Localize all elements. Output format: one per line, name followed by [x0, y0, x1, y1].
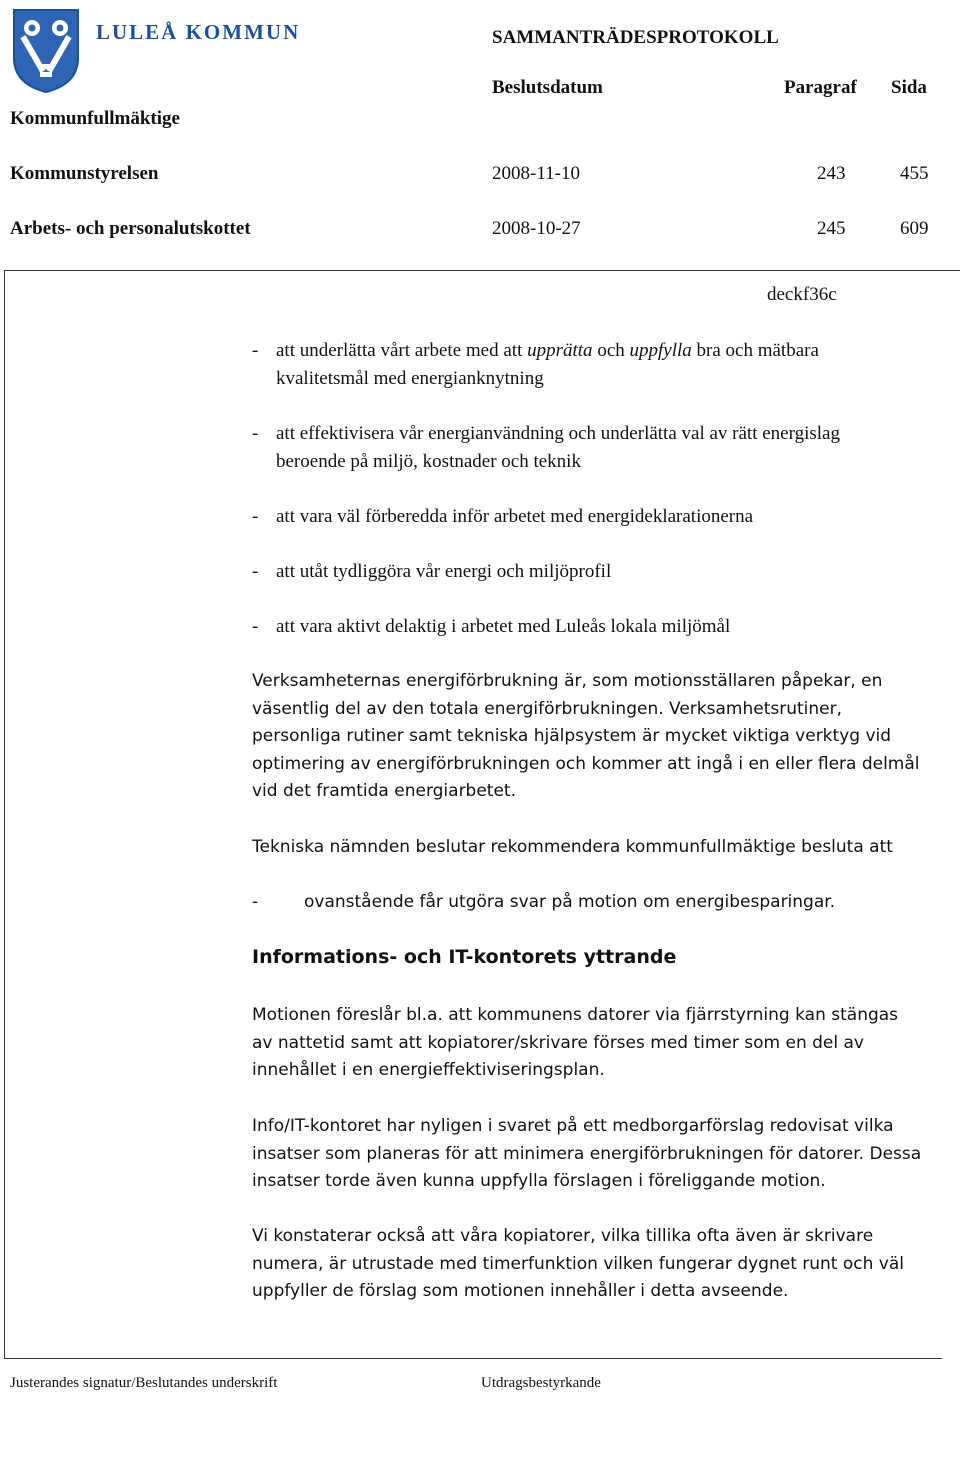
list-item — [252, 503, 957, 531]
list-item-text: att vara väl förberedda inför arbetet med energideklarationerna — [276, 506, 754, 527]
document-type-title: SAMMANTRÄDESPROTOKOLL — [492, 27, 779, 48]
header-paragraph-ks: 243 — [817, 163, 846, 184]
content-frame-left — [4, 270, 5, 1358]
column-header-page: Sida — [891, 77, 927, 98]
list-item-text: att effektivisera vår energianvändning och underlätta val av rätt energislag — [276, 423, 840, 444]
column-header-date: Beslutsdatum — [492, 77, 603, 98]
paragraph-decision-intro: Tekniska nämnden beslutar rekommendera kommunfullmäktige besluta att — [252, 837, 893, 857]
content-frame-top — [4, 270, 960, 271]
lulea-coat-of-arms-logo — [10, 6, 82, 94]
header-body-arbets-och-personalutskottet: Arbets- och personalutskottet — [10, 218, 251, 239]
column-header-paragraph: Paragraf — [784, 77, 857, 98]
header-paragraph-au: 245 — [817, 218, 846, 239]
header-page-ks: 455 — [900, 163, 929, 184]
list-dash: - — [252, 616, 259, 637]
municipality-name: LULEÅ KOMMUN — [96, 20, 301, 44]
paragraph-motion-summary: Motionen föreslår bl.a. att kommunens datorer via fjärrstyrning kan stängas av nattetid samt att kopiatorer/skrivare förses med timer som en del av innehållet i en energieffektiviseringsplan. — [252, 1005, 899, 1080]
list-item-text: att utåt tydliggöra vår energi och miljöprofil — [276, 561, 612, 582]
decision-text: ovanstående får utgöra svar på motion om energibesparingar. — [304, 892, 836, 912]
paragraph-copiers: Vi konstaterar också att våra kopiatorer, vilka tillika ofta även är skrivare numera, är utrustade med timerfunktion vilken fungerar dygnet runt och väl uppfyller de förslag som motionen innehåller i detta avseende. — [252, 1226, 904, 1301]
section-heading: Informations- och IT-kontorets yttrande — [252, 946, 677, 968]
list-dash: - — [252, 340, 259, 361]
list-dash: - — [252, 506, 259, 527]
signature-label: Justerandes signatur/Beslutandes underskrift — [10, 1375, 278, 1391]
paragraph-it-office: Info/IT-kontoret har nyligen i svaret på ett medborgarförslag redovisat vilka insatser som planeras för att minimera energiförbrukningen för datorer. Dessa insatser torde även kunna uppfylla förslagen i föreliggande motion. — [252, 1116, 922, 1191]
header-date-ks: 2008-11-10 — [492, 163, 580, 184]
list-dash: - — [252, 423, 259, 444]
list-item — [252, 420, 957, 475]
list-item-text: att vara aktivt delaktig i arbetet med Luleås lokala miljömål — [276, 616, 731, 637]
list-item-text: att underlätta vårt arbete med att upprätta och uppfylla bra och mätbara — [276, 340, 819, 361]
list-dash: - — [252, 561, 259, 582]
decision-dash: - — [252, 892, 259, 912]
list-item-text: kvalitetsmål med energianknytning — [276, 367, 544, 389]
list-item — [252, 558, 957, 586]
list-item-text: beroende på miljö, kostnader och teknik — [276, 450, 581, 472]
header-body-kommunfullmaktige: Kommunfullmäktige — [10, 108, 180, 129]
list-item — [252, 337, 957, 392]
list-item — [252, 613, 957, 641]
document-id: deckf36c — [767, 284, 837, 305]
header-body-kommunstyrelsen: Kommunstyrelsen — [10, 163, 159, 184]
decision-item — [252, 889, 957, 917]
certified-label: Utdragsbestyrkande — [481, 1375, 601, 1391]
content-frame-bottom — [4, 1358, 942, 1359]
header-date-au: 2008-10-27 — [492, 218, 581, 239]
paragraph-energy-consumption: Verksamheternas energiförbrukning är, som motionsställaren påpekar, en väsentlig del av den totala energiförbrukningen. Verksamhetsrutiner, personliga rutiner samt tekniska hjälpsystem är mycket viktiga verktyg vid optimering av energiförbrukningen och kommer att ingå i en eller flera delmål vid det framtida energiarbetet. — [252, 671, 920, 801]
header-page-au: 609 — [900, 218, 929, 239]
